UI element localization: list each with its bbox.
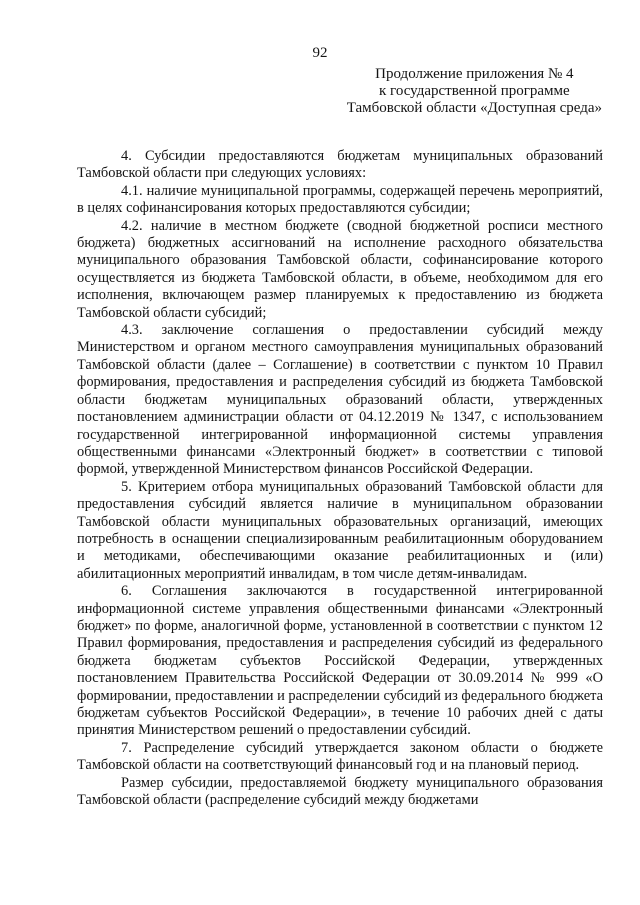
appendix-header-line-1: Продолжение приложения № 4 [375,66,574,82]
appendix-header-line-2: к государственной программе [379,83,570,99]
appendix-header [347,66,602,117]
paragraph-7: 7. Распределение субсидий утверждается законом области о бюджете Тамбовской области на соответствующий финансовый год и на плановый период. [77,739,603,774]
paragraph-4-1: 4.1. наличие муниципальной программы, содержащей перечень мероприятий, в целях софинансирования которых предоставляются субсидии; [77,182,603,217]
document-body [77,148,603,809]
appendix-header-line-3: Тамбовской области «Доступная среда» [346,100,602,116]
paragraph-5: 5. Критерием отбора муниципальных образований Тамбовской области для предоставления субсидий является наличие в муниципальном образовании Тамбовской области муниципальных образовательных организаций, имеющих потребность в оснащении специализированным реабилитационным оборудованием и методиками, обеспечивающими оказание реабилитационных и (или) абилитационных мероприятий инвалидам, в том числе детям-инвалидам. [77,478,603,582]
paragraph-4-3: 4.3. заключение соглашения о предоставлении субсидий между Министерством и органом местного самоуправления муниципальных образований Тамбовской области (далее – Соглашение) в соответствии с пунктом 10 Правил формирования, предоставления и распределения субсидий из бюджета Тамбовской области бюджетам муниципальных образований области, утвержденных постановлением администрации области от 04.12.2019 № 1347, с использованием государственной интегрированной информационной системы управления общественными финансами «Электронный бюджет» в соответствии с типовой формой, утвержденной Министерством финансов Российской Федерации. [77,322,603,478]
paragraph-4-2: 4.2. наличие в местном бюджете (сводной бюджетной росписи местного бюджета) бюджетных ассигнований на исполнение расходного обязательства муниципального образования Тамбовской области, софинансирование которого осуществляется из бюджета Тамбовской области, в объеме, необходимом для его исполнения, включающем размер планируемых к предоставлению из бюджета Тамбовской области субсидий; [77,217,603,321]
paragraph-subsidy-size: Размер субсидии, предоставляемой бюджету муниципального образования Тамбовской области (распределение субсидий между бюджетами [77,774,603,809]
page-number: 92 [312,45,328,61]
paragraph-4: 4. Субсидии предоставляются бюджетам муниципальных образований Тамбовской области при следующих условиях: [77,148,603,182]
paragraph-6: 6. Соглашения заключаются в государственной интегрированной информационной системе управления общественными финансами «Электронный бюджет» по форме, аналогичной форме, установленной в соответствии с пунктом 12 Правил формирования, предоставления и распределения субсидий из федерального бюджета бюджетам субъектов Российской Федерации, утвержденных постановлением Правительства Российской Федерации от 30.09.2014 № 999 «О формировании, предоставлении и распределении субсидий из федерального бюджета бюджетам субъектов Российской Федерации», в течение 10 рабочих дней с даты принятия Министерством решений о предоставлении субсидий. [77,583,603,739]
